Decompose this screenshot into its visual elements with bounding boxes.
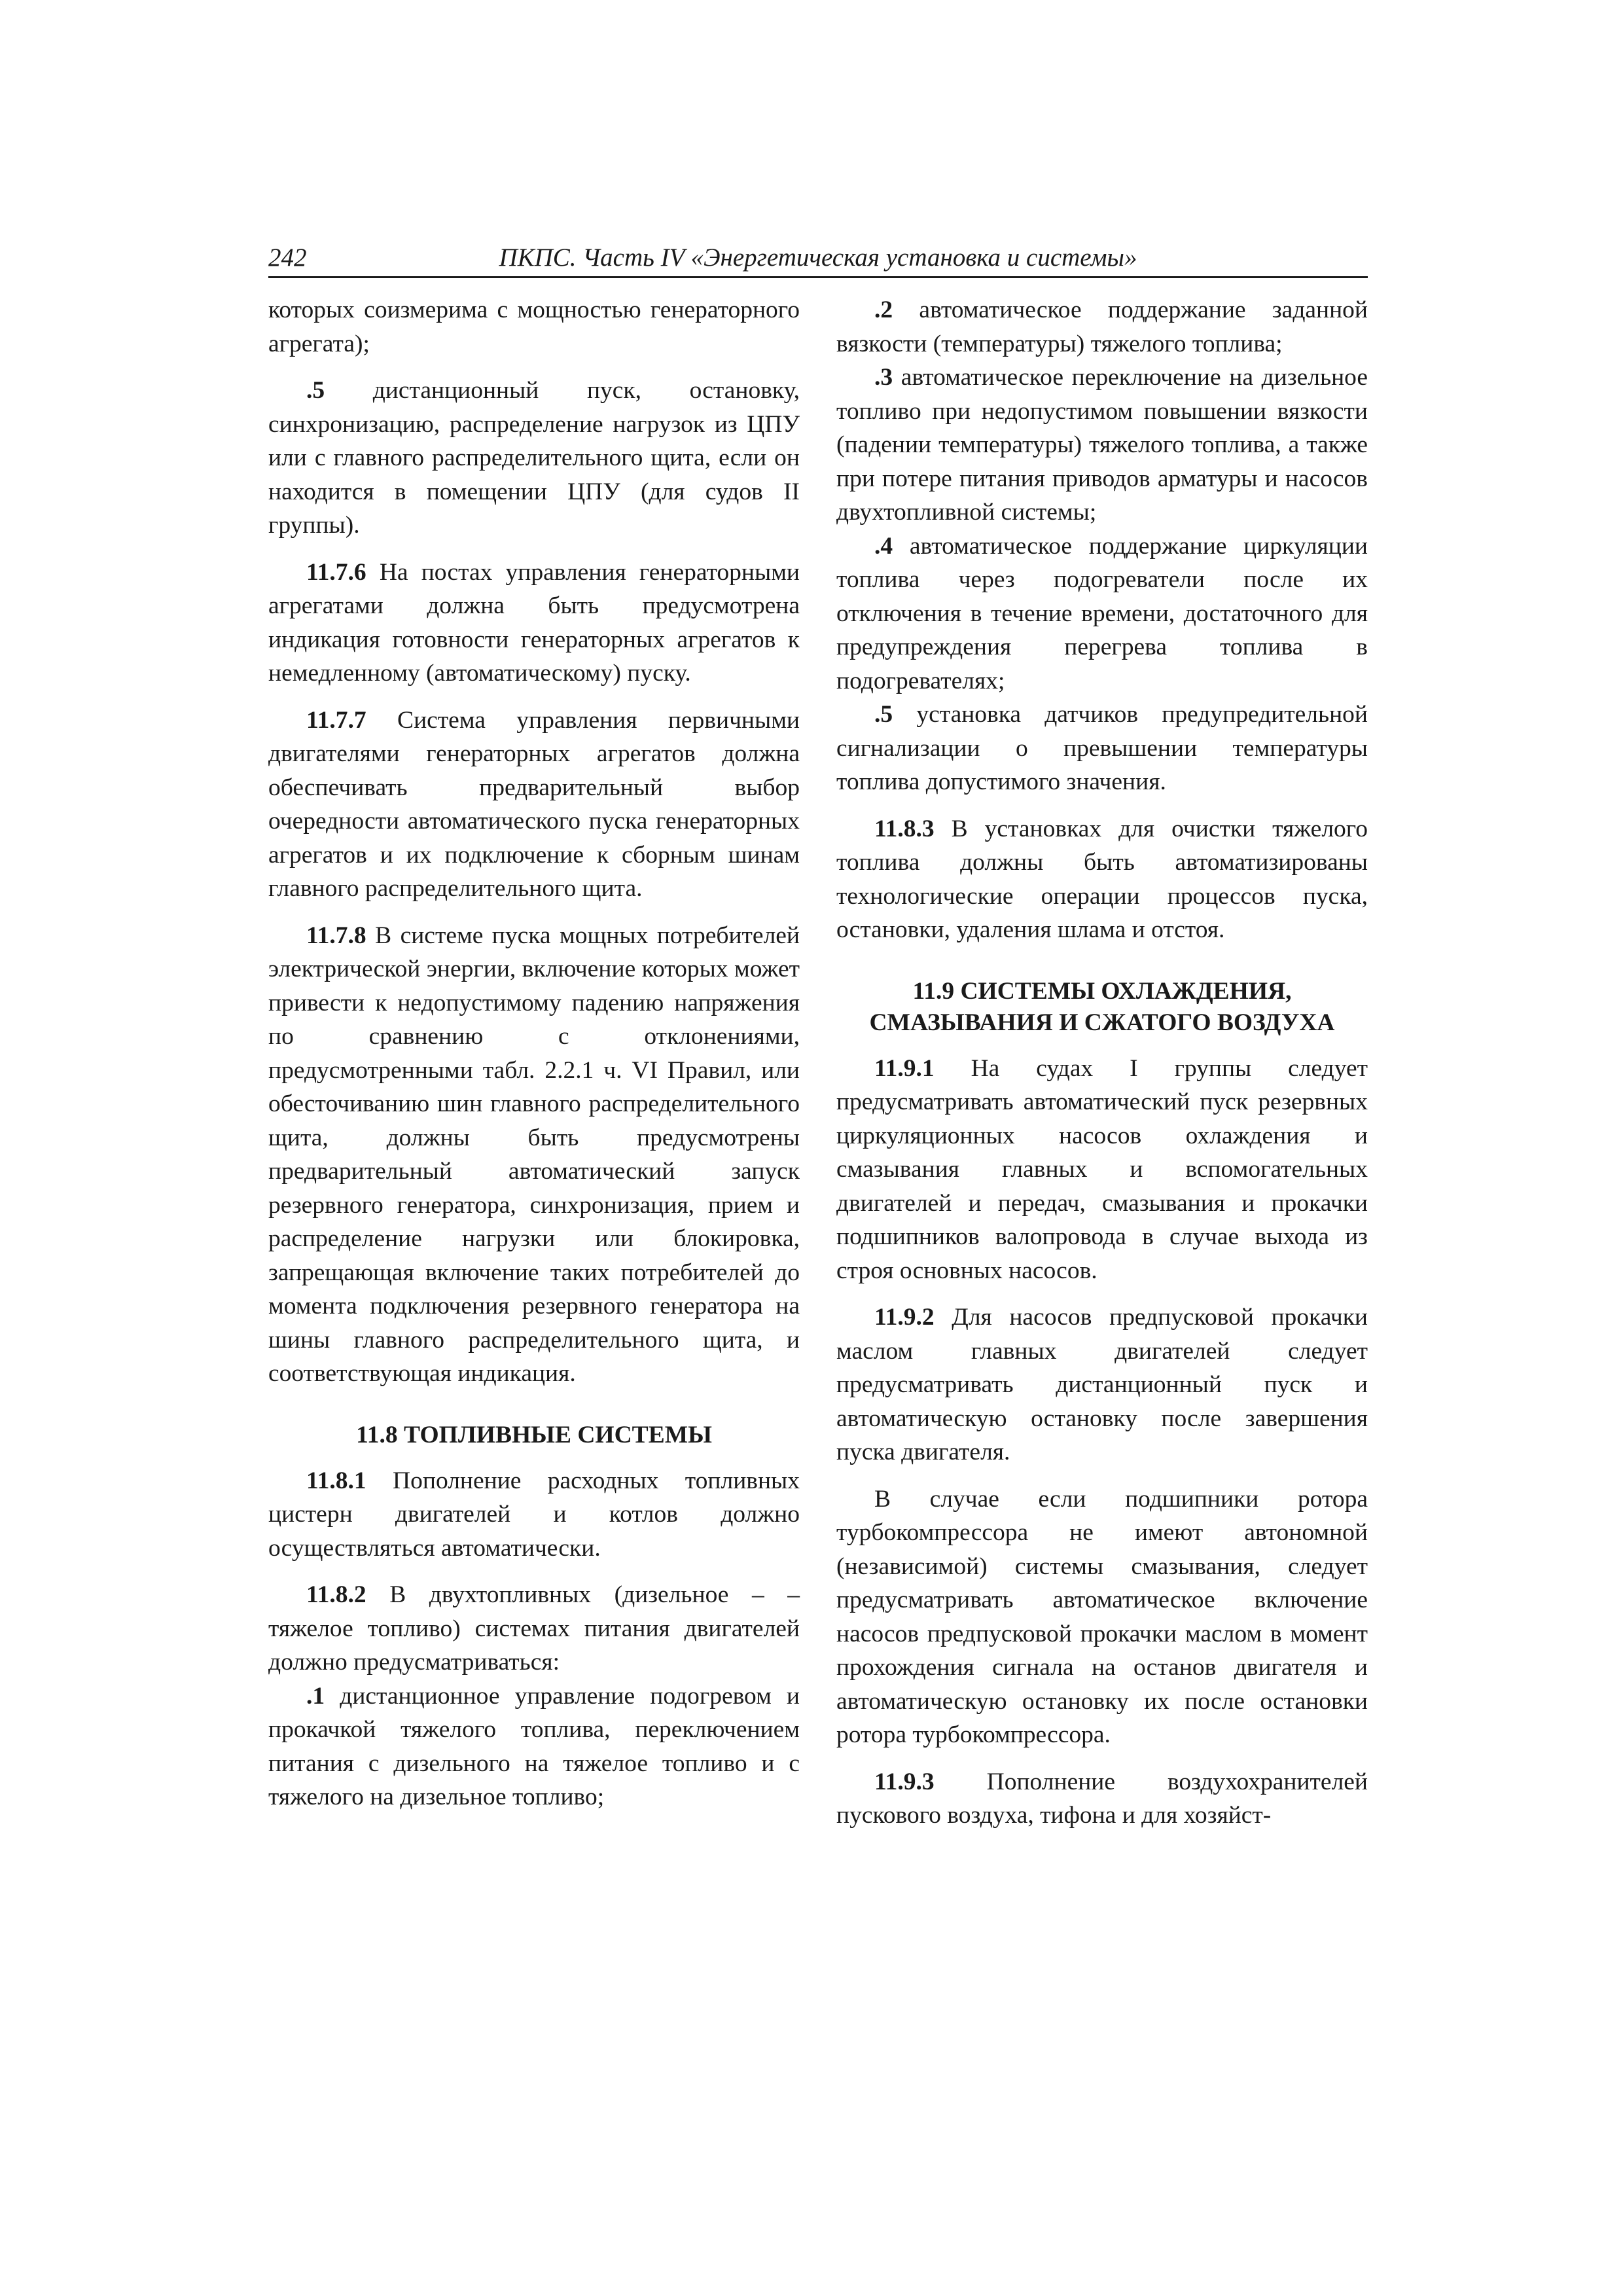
- list-item-4: [836, 529, 1368, 698]
- clause-11-7-6: [268, 556, 800, 691]
- paragraph-text: автоматическое поддержание заданной вязкости (температуры) тяжелого топлива;: [836, 296, 1368, 357]
- clause-11-9-2: [836, 1300, 1368, 1469]
- paragraph-text: В системе пуска мощных потребителей электрической энергии, включение которых может привести к недопустимому падению напряжения по сравнению с отклонениями, предусмотренными табл. 2.2.1 ч. VI Правил, или обесточиванию шин главного распределительного щита, должны быть предусмотрены предварительный автоматический запуск резервного генератора, синхронизация, прием и распределение нагрузки или блокировка, запрещающая включение таких потребителей до момента подключения резервного генератора на шины главного распределительного щита, и соответствующая индикация.: [268, 922, 800, 1387]
- item-number: .5: [306, 377, 325, 404]
- paragraph-continuation: [268, 293, 800, 361]
- clause-number: 11.9.2: [874, 1304, 935, 1331]
- item-number: .5: [874, 701, 893, 728]
- item-number: .1: [306, 1682, 325, 1710]
- clause-11-8-2: [268, 1578, 800, 1679]
- clause-number: 11.7.6: [306, 558, 366, 586]
- list-item-1: [268, 1679, 800, 1814]
- paragraph-text: дистанционный пуск, остановку, синхронизацию, распределение нагрузок из ЦПУ или с главного распределительного щита, если он находится в помещении ЦПУ (для судов II группы).: [268, 377, 800, 539]
- heading-text-line-2: СМАЗЫВАНИЯ И СЖАТОГО ВОЗДУХА: [869, 1009, 1335, 1036]
- left-column: [268, 293, 800, 1814]
- paragraph-text: Система управления первичными двигателями генераторных агрегатов должна обеспечивать предварительный выбор очередности автоматического пуска генераторных агрегатов и их подключение к сборным шинам главного распределительного щита.: [268, 706, 800, 902]
- paragraph-text: которых соизмерима с мощностью генераторного агрегата);: [268, 296, 800, 357]
- running-title: ПКПС. Часть IV «Энергетическая установка и системы»: [499, 243, 1137, 272]
- paragraph-text: В установках для очистки тяжелого топлива должны быть автоматизированы технологические операции процессов пуска, остановки, удаления шлама и отстоя.: [836, 815, 1368, 943]
- list-item-2: [836, 293, 1368, 361]
- paragraph-text: автоматическое поддержание циркуляции топлива через подогреватели после их отключения в течение времени, достаточного для предупреждения перегрева топлива в подогревателях;: [836, 532, 1368, 694]
- paragraph-text: автоматическое переключение на дизельное топливо при недопустимом повышении вязкости (падении температуры) тяжелого топлива, а также при потере питания приводов арматуры и насосов двухтопливной системы;: [836, 364, 1368, 526]
- heading-text: 11.8 ТОПЛИВНЫЕ СИСТЕМЫ: [356, 1421, 712, 1448]
- clause-11-7-7: [268, 704, 800, 906]
- clause-number: 11.9.3: [874, 1768, 935, 1795]
- paragraph-text: На судах I группы следует предусматривать автоматический пуск резервных циркуляционных насосов охлаждения и смазывания главных и вспомогательных двигателей и передач, смазывания и прокачки подшипников валопровода в случае выхода из строя основных насосов.: [836, 1054, 1368, 1284]
- item-number: .3: [874, 364, 893, 391]
- clause-11-8-3: [836, 812, 1368, 947]
- paragraph-text: установка датчиков предупредительной сигнализации о превышении температуры топлива допустимого значения.: [836, 701, 1368, 795]
- paragraph-turbocharger: [836, 1482, 1368, 1752]
- clause-11-7-8: [268, 919, 800, 1391]
- paragraph-text: Пополнение расходных топливных цистерн двигателей и котлов должно осуществляться автоматически.: [268, 1467, 800, 1562]
- clause-11-8-1: [268, 1464, 800, 1566]
- item-number: .2: [874, 296, 893, 323]
- clause-number: 11.7.8: [306, 922, 366, 949]
- clause-number: 11.8.3: [874, 815, 935, 842]
- clause-number: 11.9.1: [874, 1054, 935, 1082]
- paragraph-text: На постах управления генераторными агрегатами должна быть предусмотрена индикация готовности генераторных агрегатов к немедленному (автоматическому) пуску.: [268, 558, 800, 687]
- paragraph-text: В случае если подшипники ротора турбокомпрессора не имеют автономной (независимой) системы смазывания, следует предусматривать автоматическое включение насосов предпусковой прокачки маслом в момент прохождения сигнала на останов двигателя и автоматическую остановку их после остановки ротора турбокомпрессора.: [836, 1485, 1368, 1748]
- list-item-5: [268, 374, 800, 543]
- list-item-5: [836, 698, 1368, 799]
- page-number: 242: [268, 243, 307, 272]
- clause-number: 11.7.7: [306, 706, 366, 734]
- heading-text-line-1: 11.9 СИСТЕМЫ ОХЛАЖДЕНИЯ,: [912, 977, 1292, 1005]
- item-number: .4: [874, 532, 893, 560]
- section-heading-11-8: [268, 1420, 800, 1451]
- paragraph-text: Пополнение воздухохранителей пускового воздуха, тифона и для хозяйст-: [836, 1768, 1368, 1829]
- clause-number: 11.8.1: [306, 1467, 366, 1494]
- section-heading-11-9: [836, 976, 1368, 1039]
- list-item-3: [836, 361, 1368, 529]
- right-column: [836, 293, 1368, 1846]
- paragraph-text: дистанционное управление подогревом и прокачкой тяжелого топлива, переключением питания с дизельного на тяжелое топливо и с тяжелого на дизельное топливо;: [268, 1682, 800, 1810]
- page-header: [268, 237, 1368, 278]
- clause-number: 11.8.2: [306, 1581, 366, 1608]
- clause-11-9-3: [836, 1765, 1368, 1833]
- clause-11-9-1: [836, 1052, 1368, 1288]
- paragraph-text: Для насосов предпусковой прокачки маслом главных двигателей следует предусматривать дистанционный пуск и автоматическую остановку после завершения пуска двигателя.: [836, 1304, 1368, 1465]
- paragraph-text: В двухтопливных (дизельное – – тяжелое топливо) системах питания двигателей должно предусматриваться:: [268, 1581, 800, 1676]
